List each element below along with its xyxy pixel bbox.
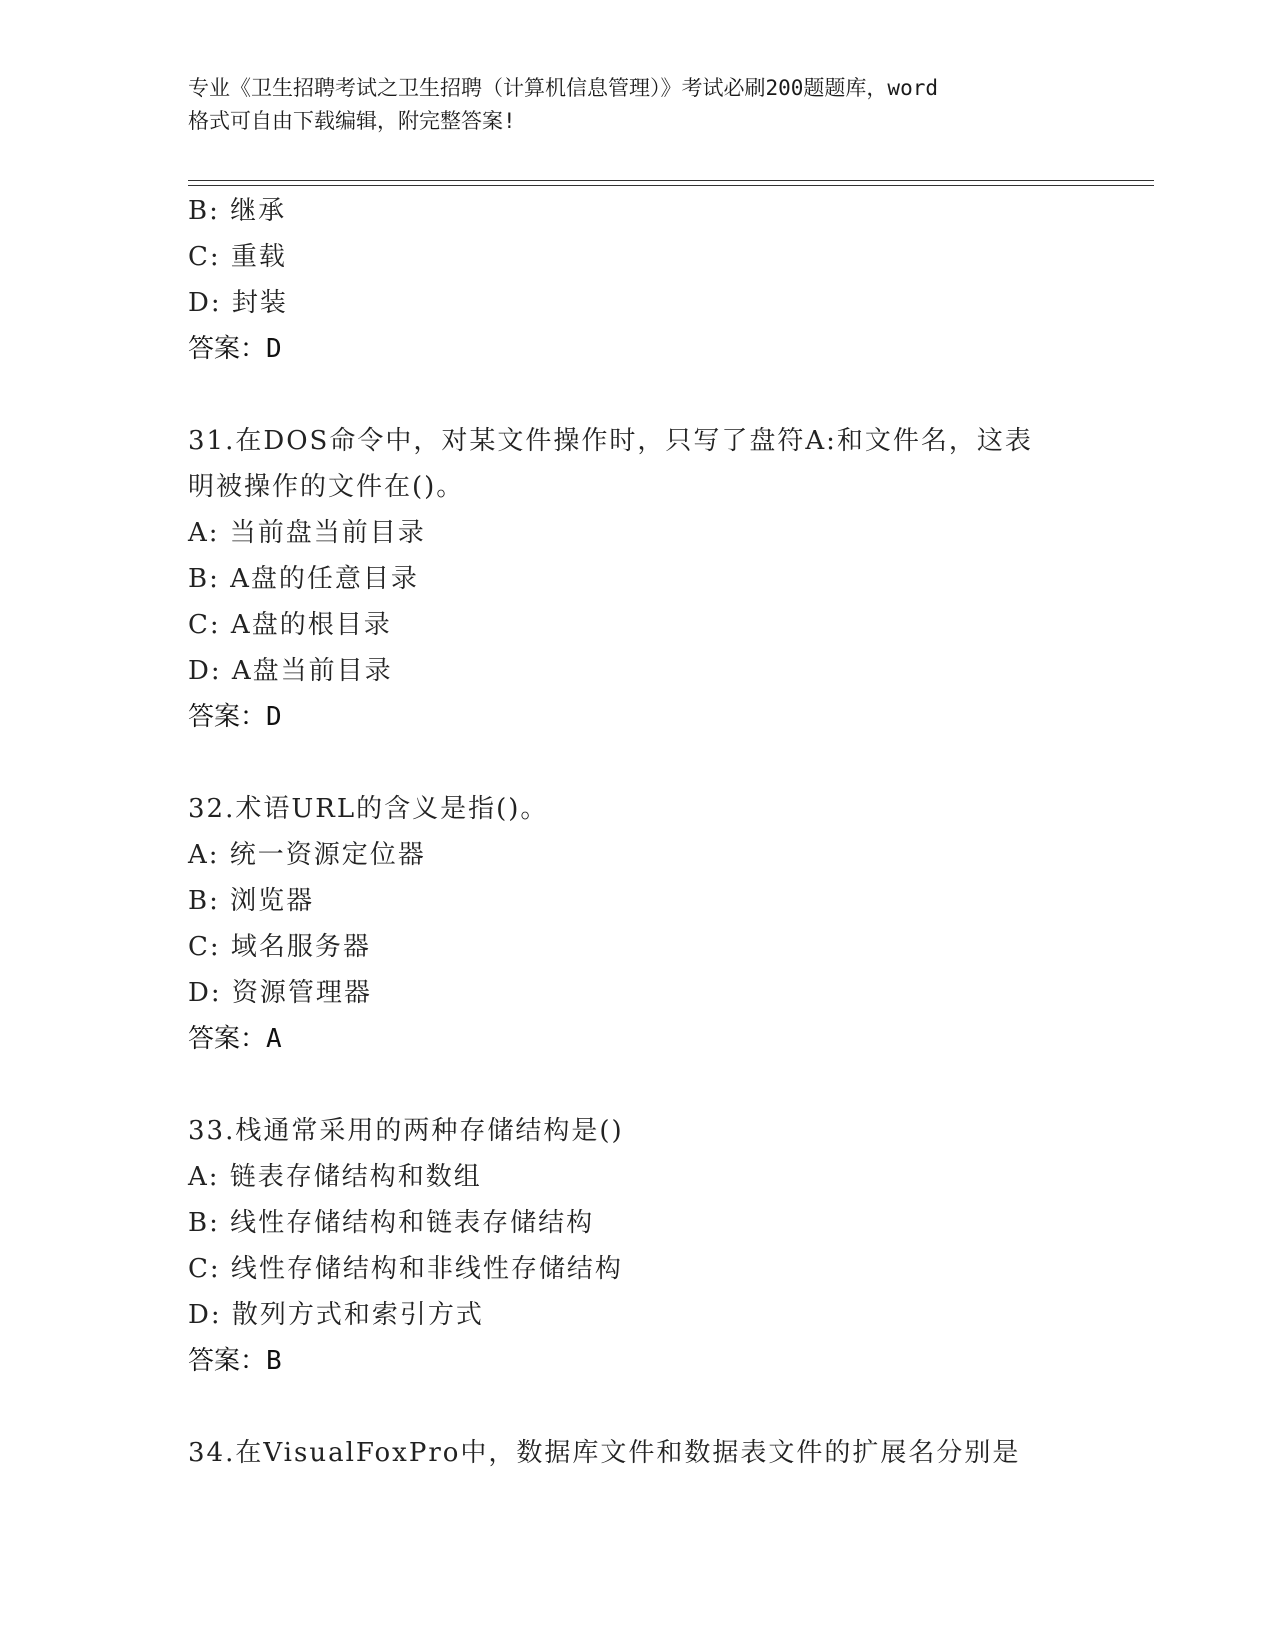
document-header [188, 72, 1088, 138]
answer-label: 答案： [188, 1024, 267, 1054]
option-b: B: 继承 [188, 196, 287, 226]
answer-value: D [266, 702, 282, 732]
answer-label: 答案： [188, 1346, 267, 1376]
option-b: B: A盘的任意目录 [188, 564, 419, 594]
question-stem: 33.栈通常采用的两种存储结构是() [188, 1116, 624, 1146]
header-line-1: 专业《卫生招聘考试之卫生招聘（计算机信息管理）》考试必刷200题题库，word [188, 76, 938, 100]
answer-value: B [266, 1346, 282, 1376]
question-33 [188, 1108, 1154, 1384]
question-stem: 31.在DOS命令中，对某文件操作时，只写了盘符A:和文件名，这表 [188, 426, 1033, 456]
question-30 [188, 188, 1154, 372]
option-b: B: 浏览器 [188, 886, 315, 916]
header-rule-bottom [188, 185, 1154, 186]
question-stem: 34.在VisualFoxPro中，数据库文件和数据表文件的扩展名分别是 [188, 1438, 1021, 1468]
option-c: C: A盘的根目录 [188, 610, 392, 640]
answer-label: 答案： [188, 702, 267, 732]
question-list [188, 188, 1154, 1476]
option-c: C: 线性存储结构和非线性存储结构 [188, 1254, 623, 1284]
answer-line [188, 326, 1154, 372]
question-stem-cont: 明被操作的文件在()。 [188, 472, 465, 502]
option-d: D: 封装 [188, 288, 288, 318]
header-line-2: 格式可自由下载编辑，附完整答案! [188, 109, 516, 133]
answer-line [188, 694, 1154, 740]
option-a: A: 链表存储结构和数组 [188, 1162, 482, 1192]
option-d: D: 散列方式和索引方式 [188, 1300, 484, 1330]
option-c: C: 域名服务器 [188, 932, 371, 962]
answer-value: A [266, 1024, 282, 1054]
question-32 [188, 786, 1154, 1062]
option-d: D: 资源管理器 [188, 978, 372, 1008]
option-c: C: 重载 [188, 242, 287, 272]
question-stem: 32.术语URL的含义是指()。 [188, 794, 549, 824]
option-d: D: A盘当前目录 [188, 656, 393, 686]
answer-label: 答案： [188, 334, 267, 364]
option-b: B: 线性存储结构和链表存储结构 [188, 1208, 595, 1238]
answer-line [188, 1016, 1154, 1062]
option-a: A: 统一资源定位器 [188, 840, 426, 870]
header-rule-top [188, 180, 1154, 181]
answer-line [188, 1338, 1154, 1384]
question-34 [188, 1430, 1154, 1476]
option-a: A: 当前盘当前目录 [188, 518, 426, 548]
answer-value: D [266, 334, 282, 364]
question-31 [188, 418, 1154, 740]
